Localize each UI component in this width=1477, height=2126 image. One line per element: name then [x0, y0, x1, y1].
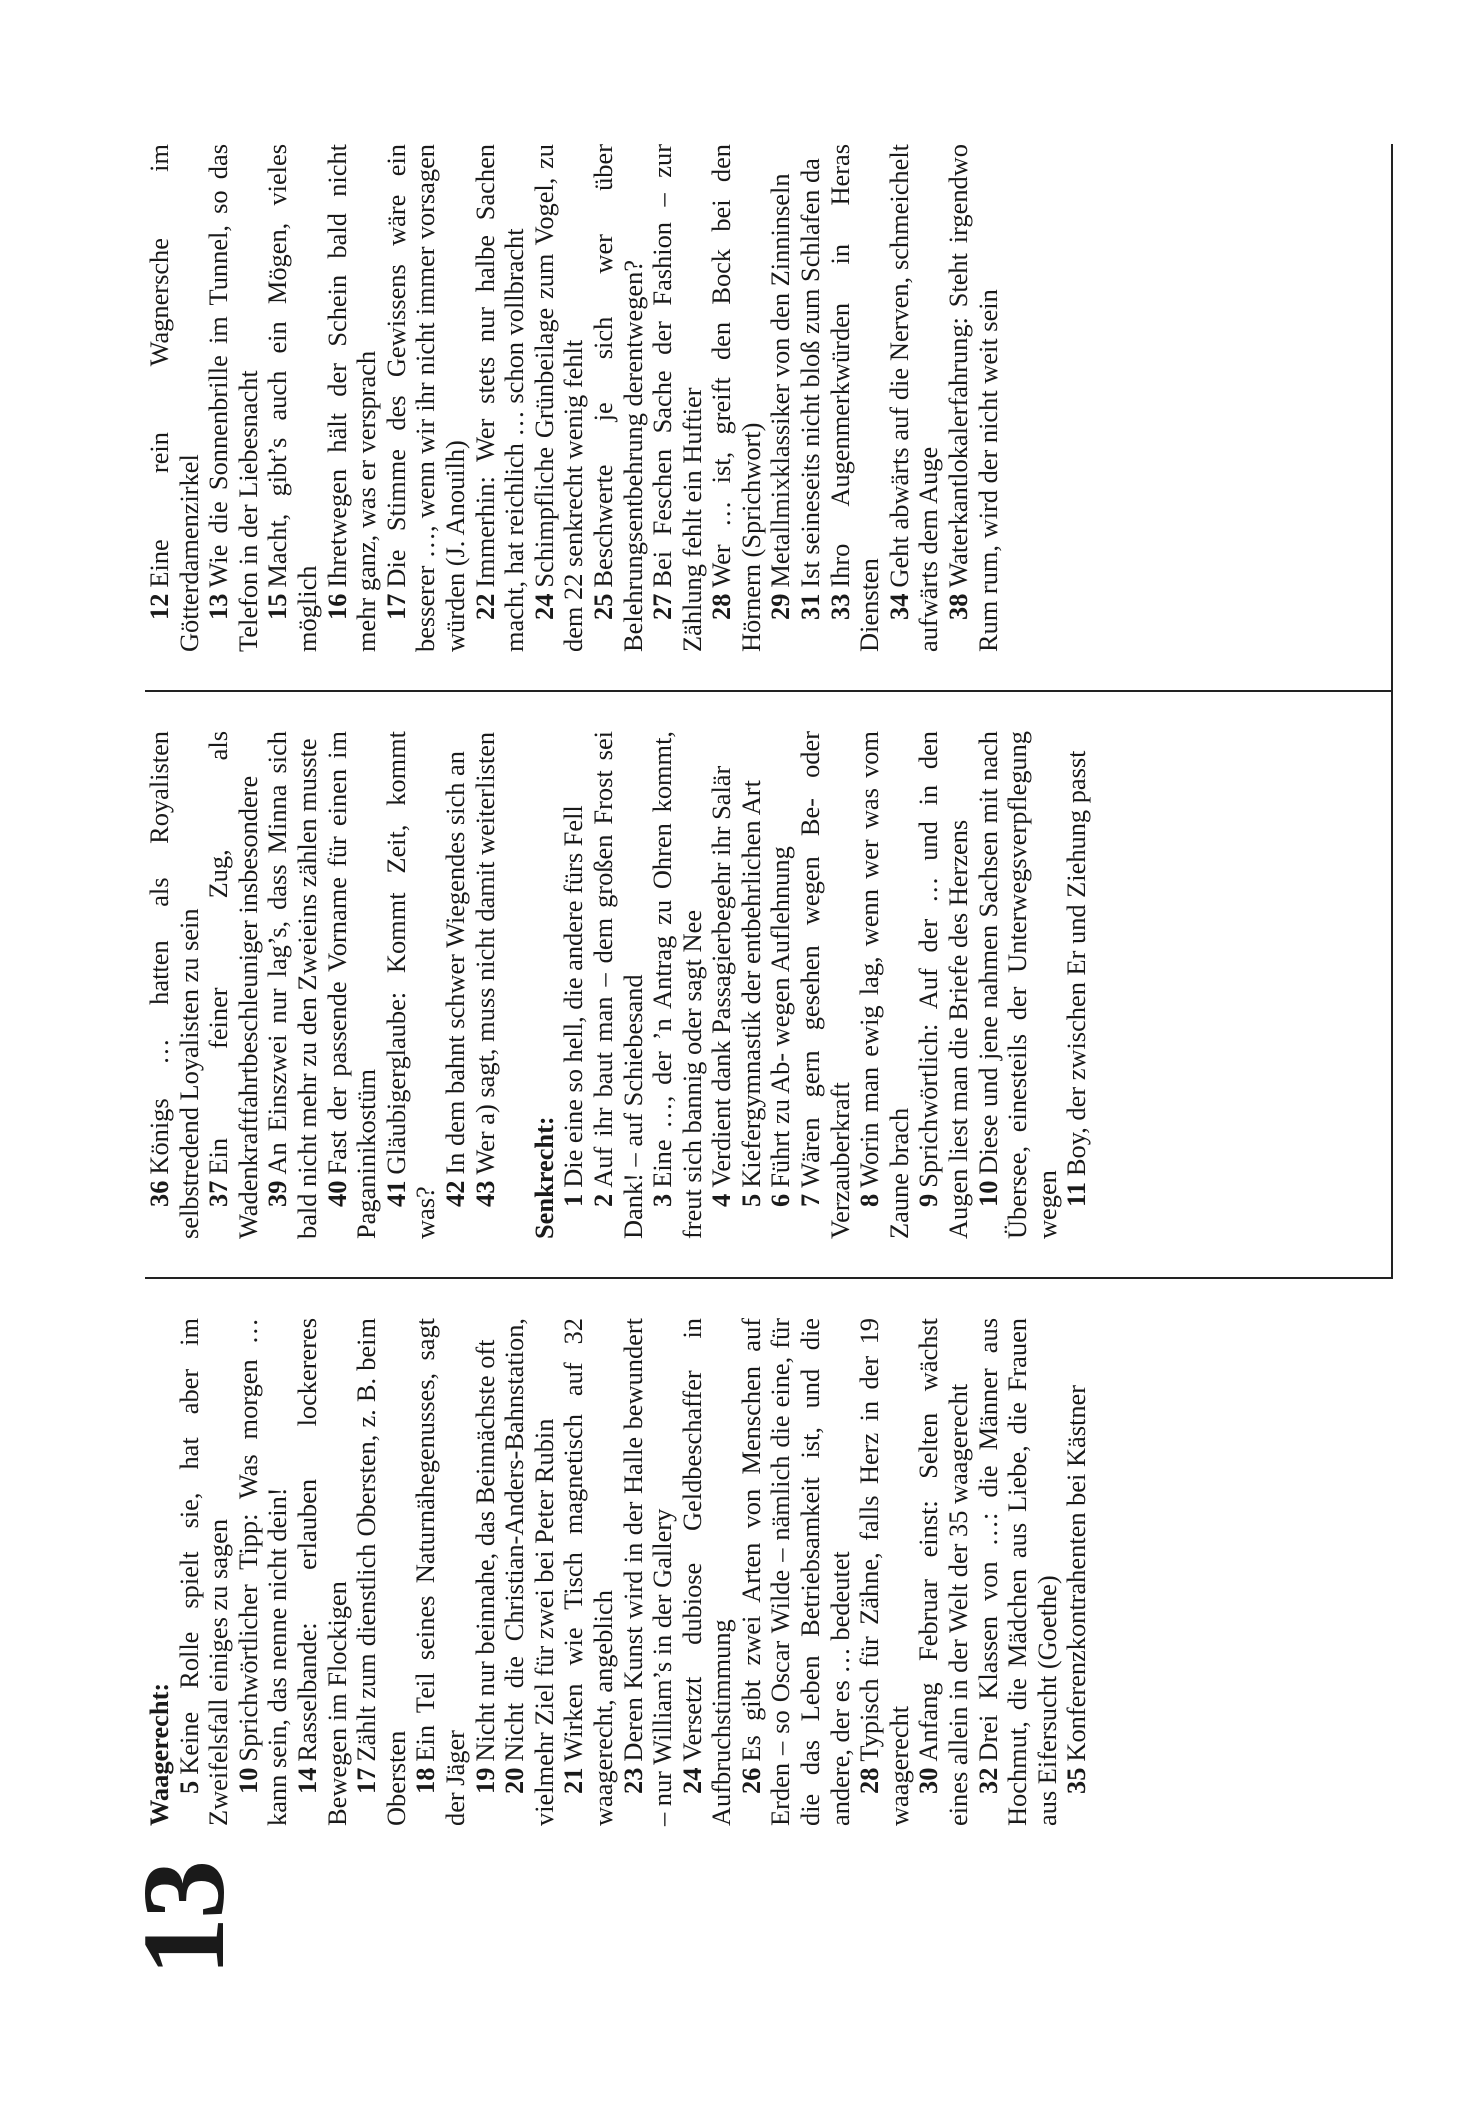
- clue-text: Keine Rolle spielt sie, hat aber im Zweifelsfall einiges zu sagen: [173, 1318, 234, 1826]
- clue-number: 2: [587, 1193, 618, 1207]
- clue-number: 6: [765, 1193, 796, 1207]
- clue-text: Wer a) sagt, muss nicht damit weiterlisten: [469, 731, 500, 1175]
- clue-number: 25: [587, 593, 618, 620]
- clue-item: [619, 1318, 678, 1826]
- clue-item: [766, 731, 796, 1239]
- clue-text: Wirken wie Tisch magnetisch auf 32 waagerecht, angeblich: [558, 1318, 618, 1826]
- clue-number: 21: [558, 1767, 589, 1794]
- clue-text: Metallmixklassiker von den Zinninseln: [765, 173, 796, 588]
- clue-number: 27: [647, 593, 678, 620]
- clue-text: Wer … ist, greift den Bock bei den Hörnern (Sprichwort): [706, 144, 766, 652]
- clue-item: [796, 731, 855, 1239]
- clue-number: 5: [173, 1780, 204, 1794]
- clue-item: [737, 731, 767, 1239]
- clue-text: Sprichwörtlicher Tipp: Was morgen … kann sein, das nenne nicht dein!: [232, 1318, 293, 1826]
- clue-text: Deren Kunst wird in der Halle bewundert – nur William’s in der Gallery: [617, 1318, 678, 1826]
- clue-item: [293, 1318, 352, 1826]
- clue-text: Königs … hatten als Royalisten selbstredend Loyalisten zu sein: [144, 731, 204, 1239]
- clue-item: [707, 731, 737, 1239]
- clue-number: 40: [321, 1180, 352, 1207]
- clue-text: Bei Feschen Sache der Fashion – zur Zählung fehlt ein Huftier: [647, 144, 707, 652]
- clue-item: [737, 1318, 855, 1826]
- clue-text: Die eine so hell, die andere fürs Fell: [558, 805, 589, 1188]
- page-rule: [1391, 144, 1393, 1279]
- clue-item: [204, 731, 263, 1239]
- clue-item: [530, 144, 589, 652]
- clue-text: Typisch für Zähne, falls Herz in der 19 waagerecht: [854, 1318, 914, 1826]
- clue-text: Kiefergymnastik der entbehrlichen Art: [735, 780, 766, 1188]
- clue-number: 37: [203, 1180, 234, 1207]
- clue-item: [471, 1318, 501, 1826]
- clue-number: 3: [647, 1193, 678, 1207]
- clue-item: [1062, 731, 1092, 1239]
- clue-number: 36: [144, 1180, 174, 1207]
- column-divider: [145, 1277, 1392, 1279]
- clue-text: An Einszwei nur lag’s, dass Minna sich bald nicht mehr zu den Zweieins zählen musste: [262, 731, 322, 1239]
- clue-text: Auf ihr baut man – dem großen Frost sei Dank! – auf Schiebesand: [587, 731, 648, 1239]
- clue-number: 8: [854, 1193, 885, 1207]
- clue-text: Die Stimme des Gewissens wäre ein besserer …, wenn wir ihr nicht immer vorsagen würden (J. Anouilh): [380, 144, 470, 652]
- clue-item: [559, 1318, 618, 1826]
- clue-text: Nicht die Christian-Anders-Bahnstation, vielmehr Ziel für zwei bei Peter Rubin: [499, 1318, 559, 1826]
- clue-number: 15: [262, 593, 293, 620]
- clue-text: Wie die Sonnenbrille im Tunnel, so das Telefon in der Liebesnacht: [203, 144, 263, 652]
- clue-number: 19: [469, 1767, 500, 1794]
- clue-text: Schimpfliche Grünbeilage zum Vogel, zu dem 22 senkrecht wenig fehlt: [528, 144, 589, 652]
- clue-number: 11: [1061, 1182, 1092, 1207]
- clue-text: Zählt zum dienstlich Obersten, z. B. beim Obersten: [351, 1318, 411, 1826]
- clue-item: [589, 144, 648, 652]
- clue-text: Eine rein Wagnersche im Götterdamenzirkel: [144, 144, 204, 652]
- clue-text: Nicht nur beinnahe, das Beinnächste oft: [469, 1339, 500, 1762]
- clue-number: 28: [854, 1767, 885, 1794]
- clue-list: [145, 144, 1003, 652]
- clue-number: 43: [469, 1180, 500, 1207]
- clue-text: Rasselbande: erlauben lockereres Bewegen im Flockigen: [291, 1318, 352, 1826]
- clue-item: [589, 731, 648, 1239]
- clue-number: 18: [410, 1767, 441, 1794]
- clue-number: 5: [735, 1193, 766, 1207]
- clue-text: Macht, gibt’s auch ein Mögen, vieles möglich: [262, 144, 322, 652]
- clue-item: [234, 1318, 293, 1826]
- clue-number: 32: [972, 1767, 1003, 1794]
- clue-number: 17: [351, 1767, 382, 1794]
- clue-item: [323, 144, 382, 652]
- column-divider: [145, 690, 1392, 692]
- clue-text: Wären gern gesehen wegen Be- oder Verzauberkraft: [795, 731, 855, 1239]
- clue-number: 20: [499, 1767, 530, 1794]
- clue-text: Versetzt dubiose Geldbeschaffer in Aufbruchstimmung: [676, 1318, 737, 1826]
- clue-text: Ihro Augenmerkwürden in Heras Diensten: [824, 144, 885, 652]
- clue-item: [382, 144, 471, 652]
- clue-item: [352, 1318, 411, 1826]
- clue-text: Drei Klassen von …: die Männer aus Hochmut, die Mädchen aus Liebe, die Frauen aus Eifersucht (Goethe): [972, 1318, 1062, 1826]
- clue-item: [855, 731, 914, 1239]
- clue-number: 38: [943, 593, 974, 620]
- clue-item: [914, 731, 973, 1239]
- clue-item: [885, 144, 944, 652]
- clue-text: Ist seineseits nicht bloß zum Schlafen da: [795, 158, 826, 588]
- clue-list: [145, 731, 500, 1239]
- page-number: 13: [118, 1862, 249, 1976]
- column-middle: [145, 731, 1092, 1239]
- clue-number: 24: [528, 593, 559, 620]
- clue-number: 1: [558, 1193, 589, 1207]
- clue-number: 12: [144, 593, 174, 620]
- clue-text: Beschwerte je sich wer über Belehrungsentbehrung derentwegen?: [587, 144, 648, 652]
- clue-number: 9: [913, 1193, 944, 1207]
- clue-item: [382, 731, 441, 1239]
- clue-number: 28: [706, 593, 737, 620]
- clue-number: 10: [972, 1180, 1003, 1207]
- clue-number: 22: [469, 593, 500, 620]
- clue-item: [263, 731, 322, 1239]
- clue-text: Geht abwärts auf die Nerven, schmeichelt aufwärts dem Auge: [883, 144, 944, 652]
- clue-number: 4: [706, 1193, 737, 1207]
- clue-item: [441, 731, 471, 1239]
- clue-number: 16: [321, 593, 352, 620]
- clue-text: Fast der passende Vorname für einen im Paganinikostüm: [321, 731, 382, 1239]
- clue-item: [471, 144, 530, 652]
- clue-text: Worin man ewig lag, wenn wer was vom Zaune brach: [854, 731, 914, 1239]
- clue-text: Verdient dank Passagierbegehr ihr Salär: [706, 765, 737, 1188]
- clue-item: [826, 144, 885, 652]
- clue-number: 7: [795, 1193, 826, 1207]
- clue-item: [323, 731, 382, 1239]
- clue-text: Eine …, der ’n Antrag zu Ohren kommt, freut sich bannig oder sagt Nee: [647, 731, 707, 1239]
- clue-number: 13: [203, 593, 234, 620]
- clue-item: [766, 144, 796, 652]
- clue-number: 35: [1061, 1767, 1092, 1794]
- clue-item: [204, 144, 263, 652]
- clue-item: [145, 731, 204, 1239]
- clue-item: [944, 144, 1003, 652]
- clue-text: Sprichwörtlich: Auf der … und in den Augen liest man die Briefe des Herzens: [913, 731, 974, 1239]
- clue-item: [145, 144, 204, 652]
- clue-number: 24: [676, 1767, 707, 1794]
- clue-item: [411, 1318, 470, 1826]
- clue-text: Ein feiner Zug, als Wadenkraftfahrtbeschleuniger insbesondere: [203, 731, 263, 1239]
- clue-number: 14: [291, 1767, 322, 1794]
- column-across: [145, 1318, 1092, 1826]
- clue-text: Gläubigerglaube: Kommt Zeit, kommt was?: [380, 731, 441, 1239]
- clue-text: Konferenzkontrahenten bei Kästner: [1061, 1384, 1092, 1762]
- clue-list: [559, 731, 1092, 1239]
- clue-number: 30: [913, 1767, 944, 1794]
- clue-item: [648, 731, 707, 1239]
- clue-item: [1062, 1318, 1092, 1826]
- clue-item: [648, 144, 707, 652]
- clue-number: 42: [439, 1180, 470, 1207]
- clue-item: [263, 144, 322, 652]
- clue-number: 26: [735, 1767, 766, 1794]
- clue-number: 23: [617, 1767, 648, 1794]
- clue-number: 33: [824, 593, 855, 620]
- clue-number: 41: [380, 1180, 411, 1207]
- clue-item: [796, 144, 826, 652]
- clue-text: Immerhin: Wer stets nur halbe Sachen macht, hat reichlich … schon vollbracht: [469, 144, 530, 652]
- clue-item: [500, 1318, 559, 1826]
- clue-text: Waterkantlokalerfahrung: Steht irgendwo Rum rum, wird der nicht weit sein: [943, 144, 1003, 652]
- clue-text: Diese und jene nahmen Sachsen mit nach Übersee, einesteils der Unterwegsverpflegung wegen: [972, 731, 1062, 1239]
- down-heading: Senkrecht:: [528, 1116, 559, 1239]
- clue-number: 29: [765, 593, 796, 620]
- clue-item: [175, 1318, 234, 1826]
- across-heading: Waagerecht:: [144, 1682, 174, 1826]
- clue-item: [707, 144, 766, 652]
- clue-item: [914, 1318, 973, 1826]
- clue-list: [175, 1318, 1092, 1826]
- clue-text: Ihretwegen hält der Schein bald nicht mehr ganz, was er versprach: [321, 144, 382, 652]
- clue-number: 10: [232, 1767, 263, 1794]
- clue-number: 39: [262, 1180, 293, 1207]
- clue-item: [678, 1318, 737, 1826]
- clue-item: [974, 1318, 1063, 1826]
- clue-item: [855, 1318, 914, 1826]
- clue-text: In dem bahnt schwer Wiegendes sich an: [439, 751, 470, 1175]
- clue-item: [471, 731, 501, 1239]
- clue-text: Anfang Februar einst: Selten wächst eines allein in der Welt der 35 waagerecht: [913, 1318, 974, 1826]
- clue-number: 34: [883, 593, 914, 620]
- clue-item: [974, 731, 1063, 1239]
- clue-item: [559, 731, 589, 1239]
- clue-number: 31: [795, 593, 826, 620]
- clue-text: Ein Teil seines Naturnähegenusses, sagt der Jäger: [410, 1318, 470, 1826]
- column-down: [145, 144, 1003, 652]
- clue-text: Boy, der zwischen Er und Ziehung passt: [1061, 750, 1092, 1177]
- clue-text: Es gibt zwei Arten von Menschen auf Erden – so Oscar Wilde – nämlich die eine, für die das Leben Betriebsamkeit ist, und die andere, der es … bedeutet: [735, 1318, 855, 1826]
- clue-number: 17: [380, 593, 411, 620]
- clue-text: Führt zu Ab- wegen Auflehnung: [765, 846, 796, 1188]
